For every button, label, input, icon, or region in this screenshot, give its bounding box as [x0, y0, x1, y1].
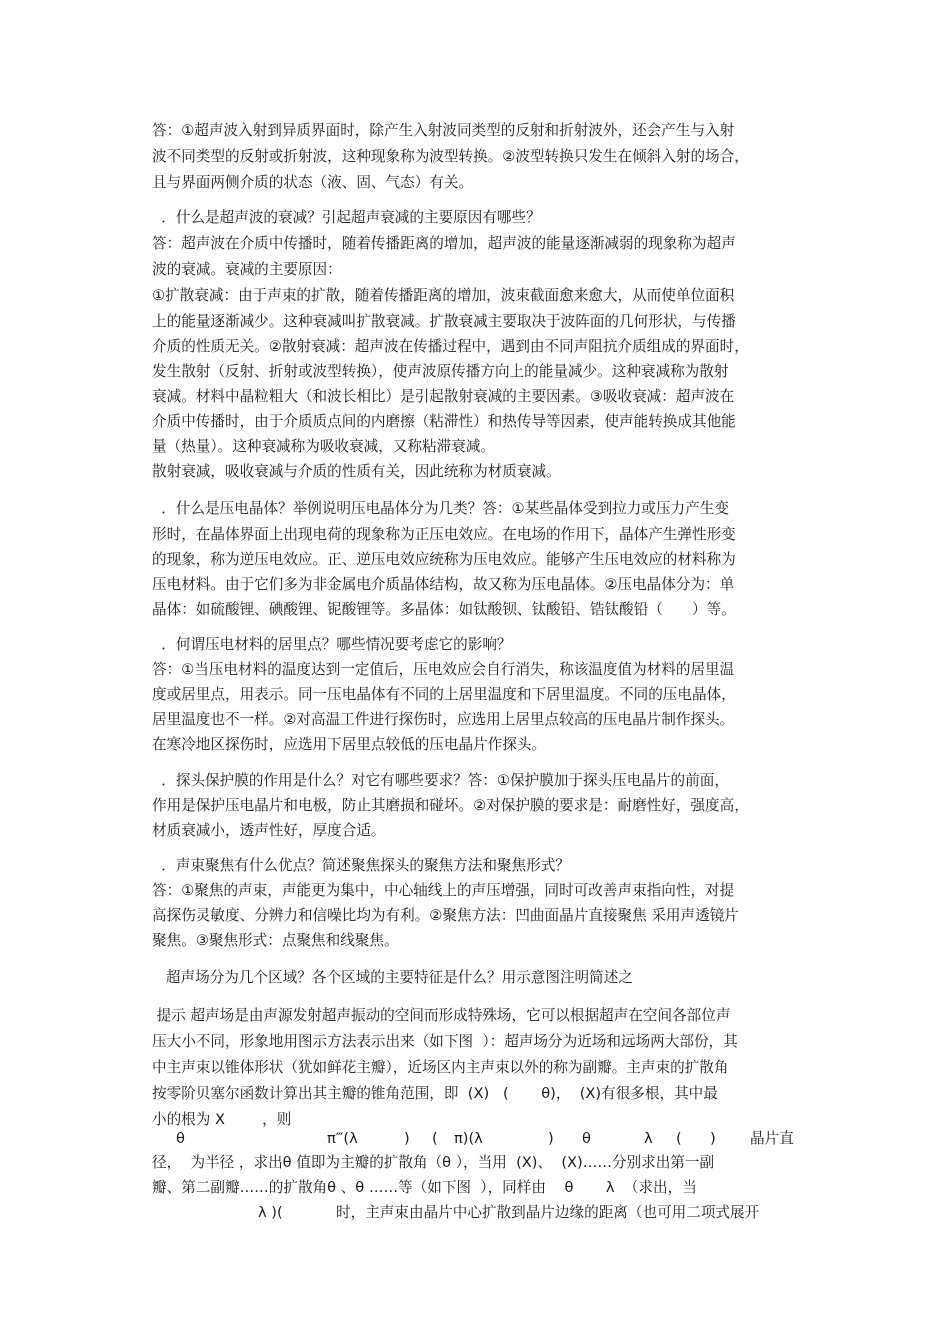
question-heading: ．什么是压电晶体？举例说明压电晶体分为几类？答：①某些晶体受到拉力或压力产生变: [152, 500, 729, 517]
text-line: 晶体：如硫酸锂、碘酸锂、铌酸锂等。多晶体：如钛酸钡、钛酸铅、锆钛酸铅（ ）等。: [152, 601, 736, 618]
text-line: 介质的性质无关。②散射衰减：超声波在传播过程中，遇到由不同声阻抗介质组成的界面时，: [152, 338, 749, 355]
text-line: 答：超声波在介质中传播时，随着传播距离的增加，超声波的能量逐渐减弱的现象称为超声: [152, 235, 736, 252]
formula-symbol: ): [710, 1130, 716, 1147]
text-line: 小的根为 X ，则: [152, 1111, 292, 1128]
text-line: 度或居里点，用表示。同一压电晶体有不同的上居里温度和下居里温度。不同的压电晶体，: [152, 686, 736, 703]
formula-symbol: ): [548, 1130, 554, 1147]
formula-symbol: λ: [644, 1130, 653, 1147]
text-line: 按零阶贝塞尔函数计算出其主瓣的锥角范围，即 (X) ( θ)， (X)有很多根，其中最: [152, 1085, 718, 1102]
text-line: 作用是保护压电晶片和电极，防止其磨损和碰坏。②对保护膜的要求是：耐磨性好，强度高，: [152, 797, 749, 814]
text-line: 散射衰减，吸收衰减与介质的性质有关，因此统称为材质衰减。: [152, 463, 561, 480]
formula-symbol: π‴(λ: [327, 1130, 358, 1147]
text-line: 形时，在晶体界面上出现电荷的现象称为正压电效应。在电场的作用下，晶体产生弹性形变: [152, 526, 736, 543]
question-heading: ．声束聚焦有什么优点？简述聚焦探头的聚焦方法和聚焦形式？: [152, 857, 570, 874]
text-line: 答：①当压电材料的温度达到一定值后，压电效应会自行消失，称该温度值为材料的居里温: [152, 661, 735, 678]
text-line: 时，主声束由晶片中心扩散到晶片边缘的距离（也可用二项式展开: [336, 1204, 760, 1221]
text-line: 在寒冷地区探伤时，应选用下居里点较低的压电晶片作探头。: [152, 736, 547, 753]
text-line: 压电材料。由于它们多为非金属电介质晶体结构，故又称为压电晶体。②压电晶体分为：单: [152, 576, 735, 593]
text-line: 提示 超声场是由声源发射超声振动的空间而形成特殊场，它可以根据超声在空间各部位声: [152, 1007, 731, 1024]
text-line: 量（热量）。这种衰减称为吸收衰减，又称粘滞衰减。: [152, 438, 495, 455]
text-line: 介质中传播时，由于介质质点间的内磨擦（粘滞性）和热传导等因素，使声能转换成其他能: [152, 413, 736, 430]
text-line: 衰减。材料中晶粒粗大（和波长相比）是引起散射衰减的主要因素。③吸收衰减：超声波在: [152, 388, 735, 405]
question-heading: 超声场分为几个区域？各个区域的主要特征是什么？用示意图注明简述之: [152, 969, 633, 986]
text-line: 波不同类型的反射或折射波，这种现象称为波型转换。②波型转换只发生在倾斜入射的场合，: [152, 148, 749, 165]
text-line: 压大小不同，形象地用图示方法表示出来（如下图 ）：超声场分为近场和远场两大部份，其: [152, 1033, 738, 1050]
text-line: 答：①超声波入射到异质界面时，除产生入射波同类型的反射和折射波外，还会产生与入射: [152, 122, 735, 139]
text-line: 上的能量逐渐减少。这种衰减叫扩散衰减。扩散衰减主要取决于波阵面的几何形状，与传播: [152, 313, 736, 330]
text-line: 答：①聚焦的声束，声能更为集中，中心轴线上的声压增强，同时可改善声束指向性，对提: [152, 882, 735, 899]
question-heading: ．探头保护膜的作用是什么？对它有哪些要求？答：①保护膜加于探头压电晶片的前面，: [152, 772, 729, 789]
formula-symbol: π)(λ: [454, 1130, 483, 1147]
text-line: 发生散射（反射、折射或波型转换），使声波原传播方向上的能量减少。这种衰减称为散射: [152, 363, 729, 380]
text-line: 高探伤灵敏度、分辨力和信噪比均为有利。②聚焦方法：凹曲面晶片直接聚焦 采用声透镜片: [152, 907, 739, 924]
formula-symbol: (: [432, 1130, 438, 1147]
formula-symbol: 晶片直: [750, 1130, 794, 1147]
text-line: 波的衰减。衰减的主要原因：: [152, 261, 342, 278]
text-line: 的现象，称为逆压电效应。正、逆压电效应统称为压电效应。能够产生压电效应的材料称为: [152, 551, 736, 568]
text-line: 中主声束以锥体形状（犹如鲜花主瓣），近场区内主声束以外的称为副瓣。主声束的扩散角: [152, 1059, 729, 1076]
formula-symbol: θ: [176, 1130, 185, 1147]
text-line: 材质衰减小，透声性好，厚度合适。: [152, 822, 386, 839]
text-line: 居里温度也不一样。②对高温工件进行探伤时，应选用上居里点较高的压电晶片制作探头。: [152, 711, 735, 728]
text-line: ①扩散衰减：由于声束的扩散，随着传播距离的增加，波束截面愈来愈大，从而使单位面积: [152, 287, 735, 304]
question-heading: ．什么是超声波的衰减？引起超声衰减的主要原因有哪些？: [152, 209, 541, 226]
text-line: 瓣、第二副瓣……的扩散角θ 、θ ……等（如下图 ），同样由 θ λ （求出，当: [152, 1179, 697, 1196]
formula-symbol: λ )(: [258, 1204, 283, 1221]
text-line: 且与界面两侧介质的状态（液、固、气态）有关。: [152, 174, 474, 191]
question-heading: ．何谓压电材料的居里点？哪些情况要考虑它的影响？: [152, 636, 512, 653]
formula-symbol: θ: [582, 1130, 591, 1147]
formula-symbol: ): [404, 1130, 410, 1147]
formula-symbol: (: [676, 1130, 682, 1147]
text-line: 聚焦。③聚焦形式：点聚焦和线聚焦。: [152, 932, 399, 949]
text-line: 径， 为半径 ，求出θ 值即为主瓣的扩散角（θ ），当用 (X)、 (X)……分别求出第一副: [152, 1154, 715, 1171]
